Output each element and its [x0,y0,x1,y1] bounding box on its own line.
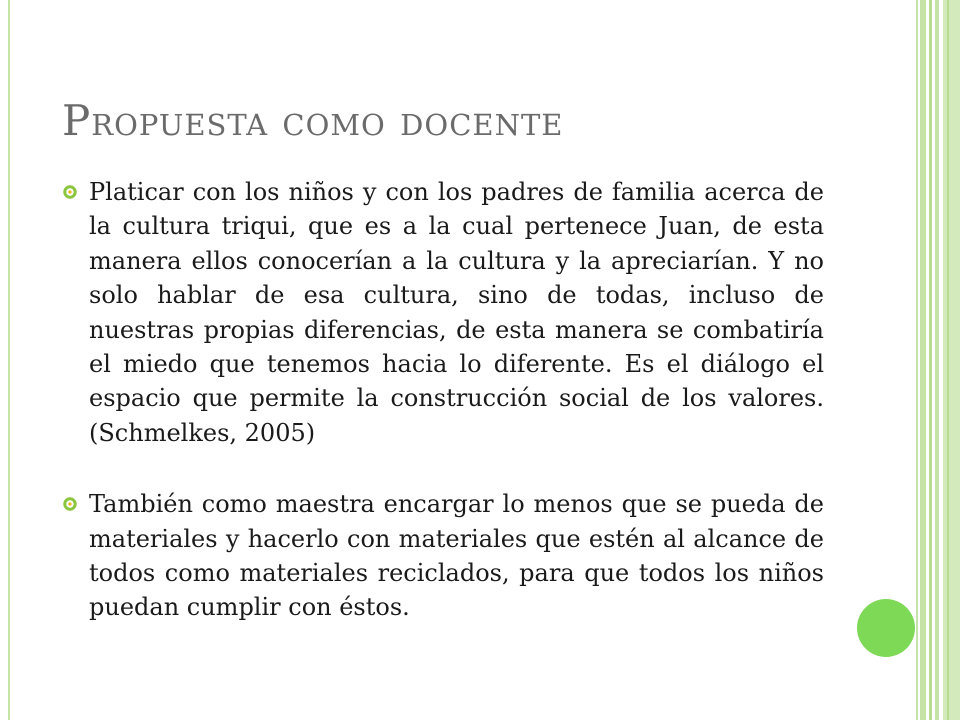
bullet-list [62,175,824,625]
bullet-ring-icon [62,184,78,200]
decorative-side-stripes [920,0,960,720]
stripe [935,0,939,720]
bullet-item [62,175,824,450]
stripe [947,0,949,720]
bullet-ring-icon [62,496,78,512]
stripe [929,0,932,720]
bullet-text: También como maestra encargar lo menos que se pueda de materiales y hacerlo con materiales que estén al alcance de todos como materiales reciclados, para que todos los niños puedan cumplir con éstos. [89,490,824,622]
bullet-item [62,487,824,625]
bullet-text: Platicar con los niños y con los padres de familia acerca de la cultura triqui, que es a la cual pertenece Juan, de esta manera ellos conocerían a la cultura y la apreciarían. Y no solo hablar de esa cultura, sino de todas, incluso de nuestras propias diferencias, de esta manera se combatiría el miedo que tenemos hacia lo diferente. Es el diálogo el espacio que permite la construcción social de los valores. (Schmelkes, 2005) [89,178,824,447]
stripe [943,0,960,720]
stripe [920,0,926,720]
decorative-green-circle [857,599,915,657]
slide-title: Propuesta como docente [62,96,564,145]
